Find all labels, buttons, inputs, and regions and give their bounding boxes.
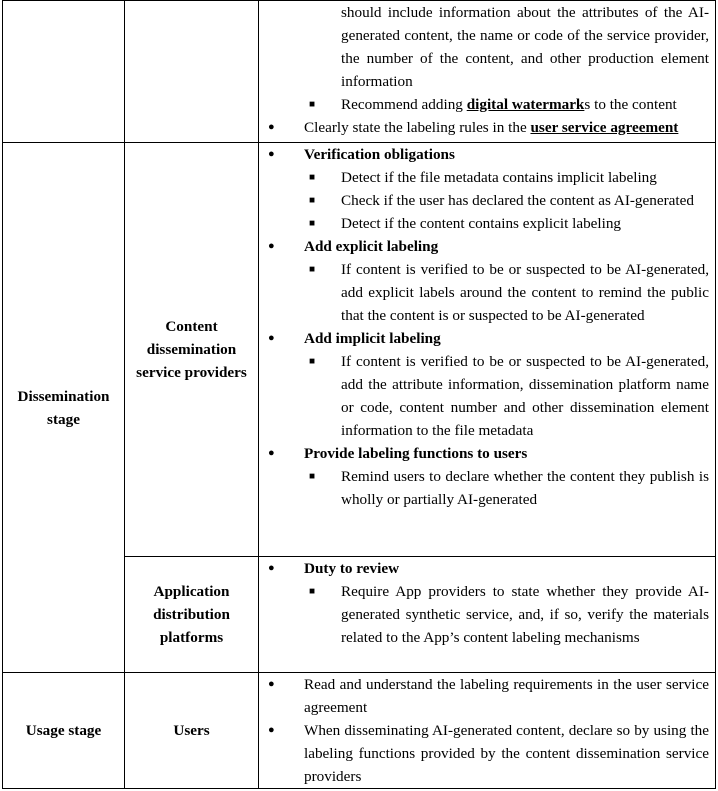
round-bullet-icon: ● — [268, 148, 275, 160]
watermark-text-pre: Recommend adding — [341, 96, 467, 113]
list-item — [263, 442, 709, 465]
stage-dissemination: Dissemination stage — [3, 143, 125, 673]
obligations-cell — [259, 673, 716, 789]
round-bullet-icon: ● — [268, 447, 275, 459]
round-bullet-icon: ● — [268, 562, 275, 574]
labeling-obligations-table — [2, 0, 716, 789]
actor-application-distribution-platforms: Application distribution platforms — [125, 557, 259, 673]
list-item — [263, 465, 709, 511]
stage-cell-empty — [3, 1, 125, 143]
list-item — [263, 116, 709, 139]
round-bullet-icon: ● — [268, 332, 275, 344]
list-item — [263, 212, 709, 235]
implicit-labeling-title: Add implicit labeling — [304, 330, 441, 347]
explicit-labeling-title: Add explicit labeling — [304, 238, 439, 255]
labeling-functions-title: Provide labeling functions to users — [304, 445, 528, 462]
list-item — [263, 93, 709, 116]
continuation-text: should include information about the attributes of the AI-generated content, the name or code of the service provider, the number of the content, and other production element information — [341, 4, 709, 90]
round-bullet-icon: ● — [268, 724, 275, 736]
square-bullet-icon: ■ — [309, 218, 316, 229]
duty-to-review-item: Require App providers to state whether they provide AI-generated synthetic service, and, if so, verify the materials related to the App’s content labeling mechanisms — [341, 583, 709, 646]
actor-cell-empty — [125, 1, 259, 143]
round-bullet-icon: ● — [268, 678, 275, 690]
square-bullet-icon: ■ — [309, 586, 316, 597]
verification-item: Detect if the file metadata contains implicit labeling — [341, 169, 657, 186]
round-bullet-icon: ● — [268, 121, 275, 133]
obligations-cell — [259, 143, 716, 557]
verification-title: Verification obligations — [304, 146, 455, 163]
list-item — [263, 166, 709, 189]
square-bullet-icon: ■ — [309, 99, 316, 110]
watermark-text-post: s to the content — [584, 96, 677, 113]
duty-to-review-title: Duty to review — [304, 560, 400, 577]
implicit-labeling-item: If content is verified to be or suspected to be AI-generated, add the attribute information, dissemination platform name or code, content number and other dissemination element information to the file metadata — [341, 353, 709, 439]
verification-item: Detect if the content contains explicit labeling — [341, 215, 622, 232]
usage-item: When disseminating AI-generated content, declare so by using the labeling functions provided by the content dissemination service providers — [304, 722, 709, 785]
actor-users: Users — [125, 673, 259, 789]
list-item — [263, 189, 709, 212]
usage-item: Read and understand the labeling requirements in the user service agreement — [304, 676, 709, 716]
list-item — [263, 258, 709, 327]
explicit-labeling-item: If content is verified to be or suspected to be AI-generated, add explicit labels around the content to remind the public that the content is or suspected to be AI-generated — [341, 261, 709, 324]
obligations-cell — [259, 1, 716, 143]
list-item — [263, 557, 709, 580]
round-bullet-icon: ● — [268, 240, 275, 252]
list-item — [263, 673, 709, 719]
square-bullet-icon: ■ — [309, 195, 316, 206]
user-service-agreement-term: user service agreement — [530, 119, 679, 136]
stage-usage: Usage stage — [3, 673, 125, 789]
verification-item: Check if the user has declared the content as AI-generated — [341, 192, 694, 209]
table-row — [3, 673, 716, 789]
list-item — [263, 580, 709, 649]
list-item — [263, 719, 709, 788]
table-row — [3, 1, 716, 143]
list-item — [263, 350, 709, 442]
square-bullet-icon: ■ — [309, 264, 316, 275]
labeling-functions-item: Remind users to declare whether the content they publish is wholly or partially AI-generated — [341, 468, 709, 508]
square-bullet-icon: ■ — [309, 172, 316, 183]
obligations-cell — [259, 557, 716, 673]
list-item — [263, 143, 709, 166]
square-bullet-icon: ■ — [309, 356, 316, 367]
agreement-text-pre: Clearly state the labeling rules in the — [304, 119, 531, 136]
list-item — [263, 235, 709, 258]
digital-watermark-term: digital watermark — [466, 96, 585, 113]
actor-content-dissemination-providers: Content dissemination service providers — [125, 143, 259, 557]
square-bullet-icon: ■ — [309, 471, 316, 482]
list-item — [263, 327, 709, 350]
table-row — [3, 143, 716, 557]
